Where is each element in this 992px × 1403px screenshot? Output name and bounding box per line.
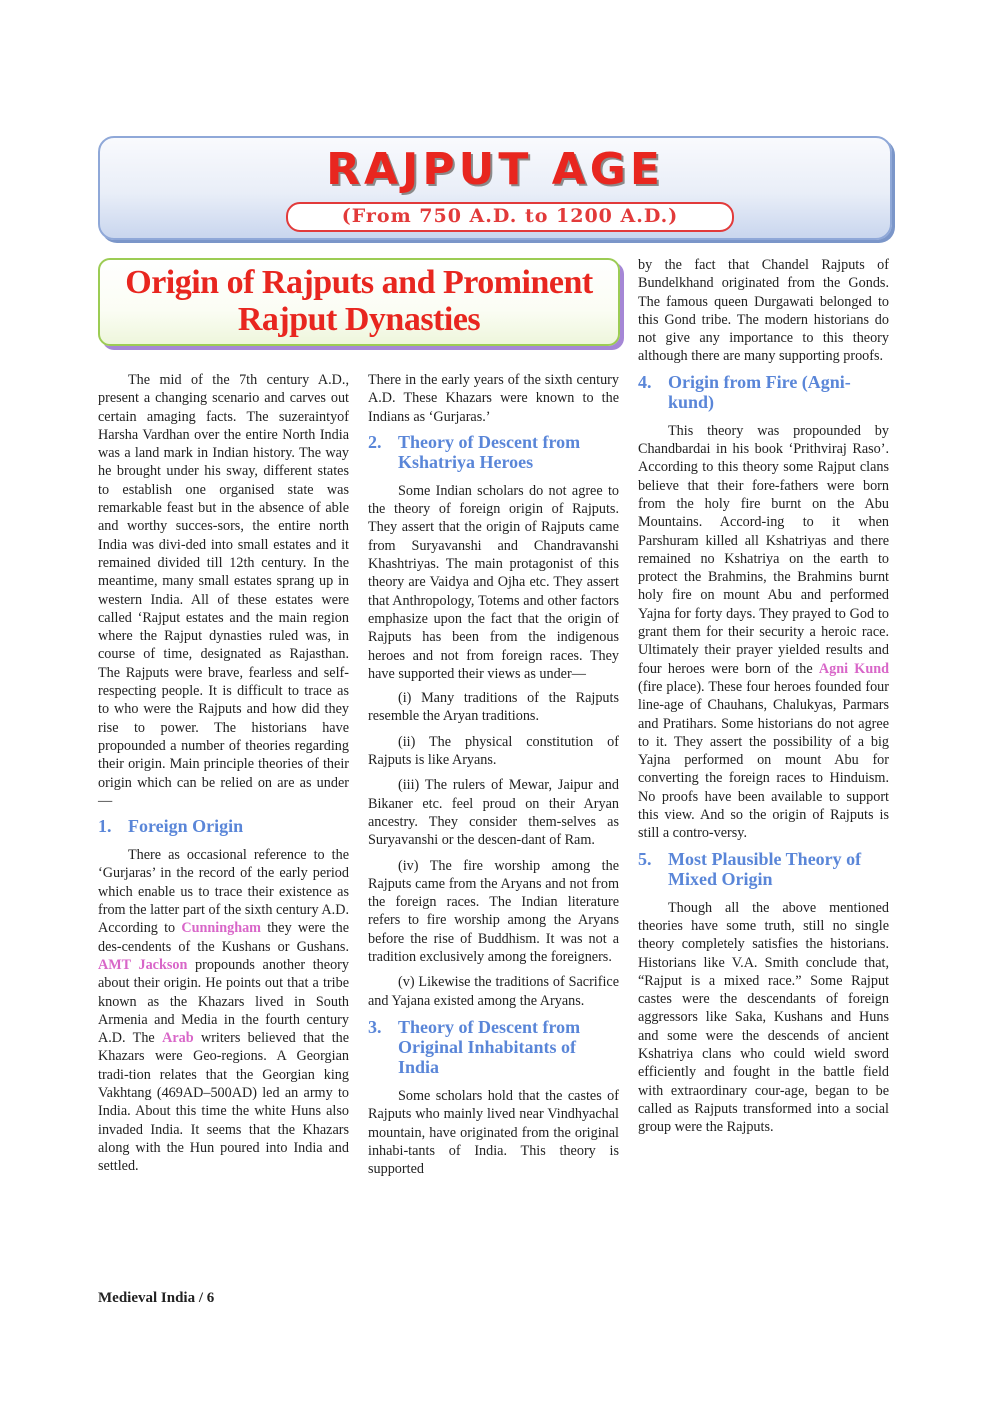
heading-text: Origin from Fire (Agni-kund)	[668, 371, 851, 412]
heading-kshatriya-heroes	[368, 432, 619, 472]
column-1	[98, 371, 349, 1181]
kshatriya-paragraph: Some Indian scholars do not agree to the theory of foreign origin of Rajputs. They assert that the origin of Rajputs came from Suryavanshi and Chandravanshi Khashtriyas. The main protagonist of this theory are Vaidya and Ojha etc. They assert that Anthropology, Totems and other factors emphasize upon the fact that the origin of Rajputs has been from the indigenous heroes and not from foreign races. They have supported their views as under—	[368, 482, 619, 682]
heading-text: Most Plausible Theory of Mixed Origin	[668, 848, 862, 889]
text-segment: (fire place). These four heroes founded four line-age of Chauhans, Chalukyas, Parmars and Pratihars. Some historians do not agree to it. They assert the possibility of a big Yajna performed on mount Abu for converting the foreign races to Hinduism. No proofs have been available to support this view. And so the origin of Rajputs is still a contro-versy.	[638, 678, 889, 842]
highlight-agni-kund: Agni Kund	[818, 660, 889, 677]
foreign-origin-paragraph	[98, 846, 349, 1175]
column-3	[638, 256, 889, 1142]
heading-text: Foreign Origin	[128, 816, 244, 837]
heading-fire-origin	[638, 372, 889, 412]
inhabitants-paragraph: Some scholars hold that the castes of Rajputs who mainly lived near Vindhyachal mountain, have originated from the original inhabi-tants of India. This theory is supported	[368, 1087, 619, 1178]
highlight-amt-jackson: AMT Jackson	[98, 956, 188, 973]
heading-text: Theory of Descent from Kshatriya Heroes	[398, 431, 581, 472]
heading-foreign-origin	[98, 816, 349, 836]
heading-number: 5.	[638, 848, 652, 869]
list-item-ii: (ii) The physical constitution of Rajputs is like Aryans.	[368, 733, 619, 769]
highlight-cunningham: Cunningham	[181, 920, 262, 937]
heading-mixed-origin	[638, 849, 889, 889]
continued-paragraph: There in the early years of the sixth century A.D. These Khazars were known to the Indians as ‘Gurjaras.’	[368, 372, 619, 425]
section-title-box	[98, 258, 620, 346]
heading-text: Theory of Descent from Original Inhabitants of India	[398, 1016, 581, 1077]
list-item-v: (v) Likewise the traditions of Sacrifice and Yajana existed among the Aryans.	[368, 974, 619, 1009]
list-item-iv: (iv) The fire worship among the Rajputs came from the Aryans and not from the foreign races. The Indian literature refers to fire worship among the Aryans before the rise of Buddhism. It was not a tradition exclusively among the foreigners.	[368, 857, 619, 966]
mixed-origin-paragraph: Though all the above mentioned theories have some truth, still no single theory completely satisfies the historians. Historians like V.A. Smith conclude that, “Rajput is a mixed race.” Some Rajput castes were the descendants of foreign aggressors like Saka, Kushans and Huns and some were the descends of ancient Kshatriya clans who could wield sword efficiently and fought in the battle field with extraordinary cour-age, began to be called as Rajputs transformed into a social group were the Rajputs.	[638, 899, 889, 1136]
page-footer: Medieval India / 6	[98, 1290, 215, 1306]
continued-paragraph: by the fact that Chandel Rajputs of Bundelkhand originated from the Gonds. The famous queen Durgawati belonged to this Gond tribe. The modern historians do not give any importance to this theory although there are many supporting proofs.	[638, 257, 889, 365]
column-2	[368, 371, 619, 1184]
heading-number: 1.	[98, 816, 112, 837]
text-segment: they were the des-cendents of the Kushans or Gushans.	[98, 920, 349, 955]
heading-number: 2.	[368, 431, 382, 452]
heading-original-inhabitants	[368, 1017, 619, 1077]
highlight-arab: Arab	[162, 1030, 194, 1047]
chapter-banner	[98, 136, 892, 240]
text-segment: This theory was propounded by Chandbardai in his book ‘Prithviraj Raso’. According to this theory some Rajput clans believe that their fore-fathers were born from the holy fire burnt on the Abu Mountains. Accord-ing to it when Parshuram killed all Kshatriyas and there remained no Kshatriya on the earth to protect the Brahmins, the Brahmins burnt holy fire on mount Abu and performed Yajna for forty days. They prayed to God to grant them for their security a heroic race. Ultimately their prayer yielded results and four heroes were born of the	[638, 422, 889, 677]
chapter-period: (From 750 A.D. to 1200 A.D.)	[286, 202, 734, 232]
section-title-line1: Origin of Rajputs and Prominent	[125, 264, 593, 301]
text-segment: There as occasional reference to the ‘Gurjaras’ in the record of the early period which enable us to trace their existence as from the latter part of the sixth century A.D. According to	[98, 847, 349, 937]
chapter-title: RAJPUT AGE	[326, 144, 664, 195]
section-title-line2: Rajput Dynasties	[237, 301, 481, 338]
list-item-iii: (iii) The rulers of Mewar, Jaipur and Bikaner etc. feel proud on their Aryan ancestry. They consider them-selves as Suryavanshi or the descen-dant of Ram.	[368, 777, 619, 849]
text-segment: writers believed that the Khazars were Geo-regions. A Georgian tradi-tion relates that the Georgian king Vakhtang (469AD–500AD) led an army to India. About this time the white Huns also invaded India. It seems that the Khazars along with the Hun poured into India and settled.	[98, 1030, 350, 1175]
section-title	[100, 264, 618, 338]
fire-origin-paragraph	[638, 422, 889, 843]
text-segment: propounds another theory about their origin. He points out that a tribe known as the Khazars lived in South Armenia and Media in the fourth century A.D. The	[98, 956, 349, 1047]
intro-paragraph: The mid of the 7th century A.D., present a changing scenario and carves out certain amaging facts. The suzeraintyof Harsha Vardhan over the entire North India was a land mark in Indian history. The way he brought under his sway, different states to establish one organised state was remarkable feast but in the absence of able and worthy succes-sors, the entire north India was divi-ded into small estates and it remained divided till 12th century. In the meantime, many small estates sprang up in western India. All of these estates were called ‘Rajput estates and the main region where the Rajput dynasties ruled was, in course of time, designated as Rajasthan. The Rajputs were brave, fearless and self-respecting people. It is difficult to trace as to who were the Rajputs and how did they rise to power. The historians have propounded a number of theories regarding their origin. Main principle theories of their origin which can be relied on are as under—	[98, 372, 349, 809]
heading-number: 3.	[368, 1016, 382, 1037]
heading-number: 4.	[638, 371, 652, 392]
list-item-i: (i) Many traditions of the Rajputs resemble the Aryan traditions.	[368, 690, 619, 725]
